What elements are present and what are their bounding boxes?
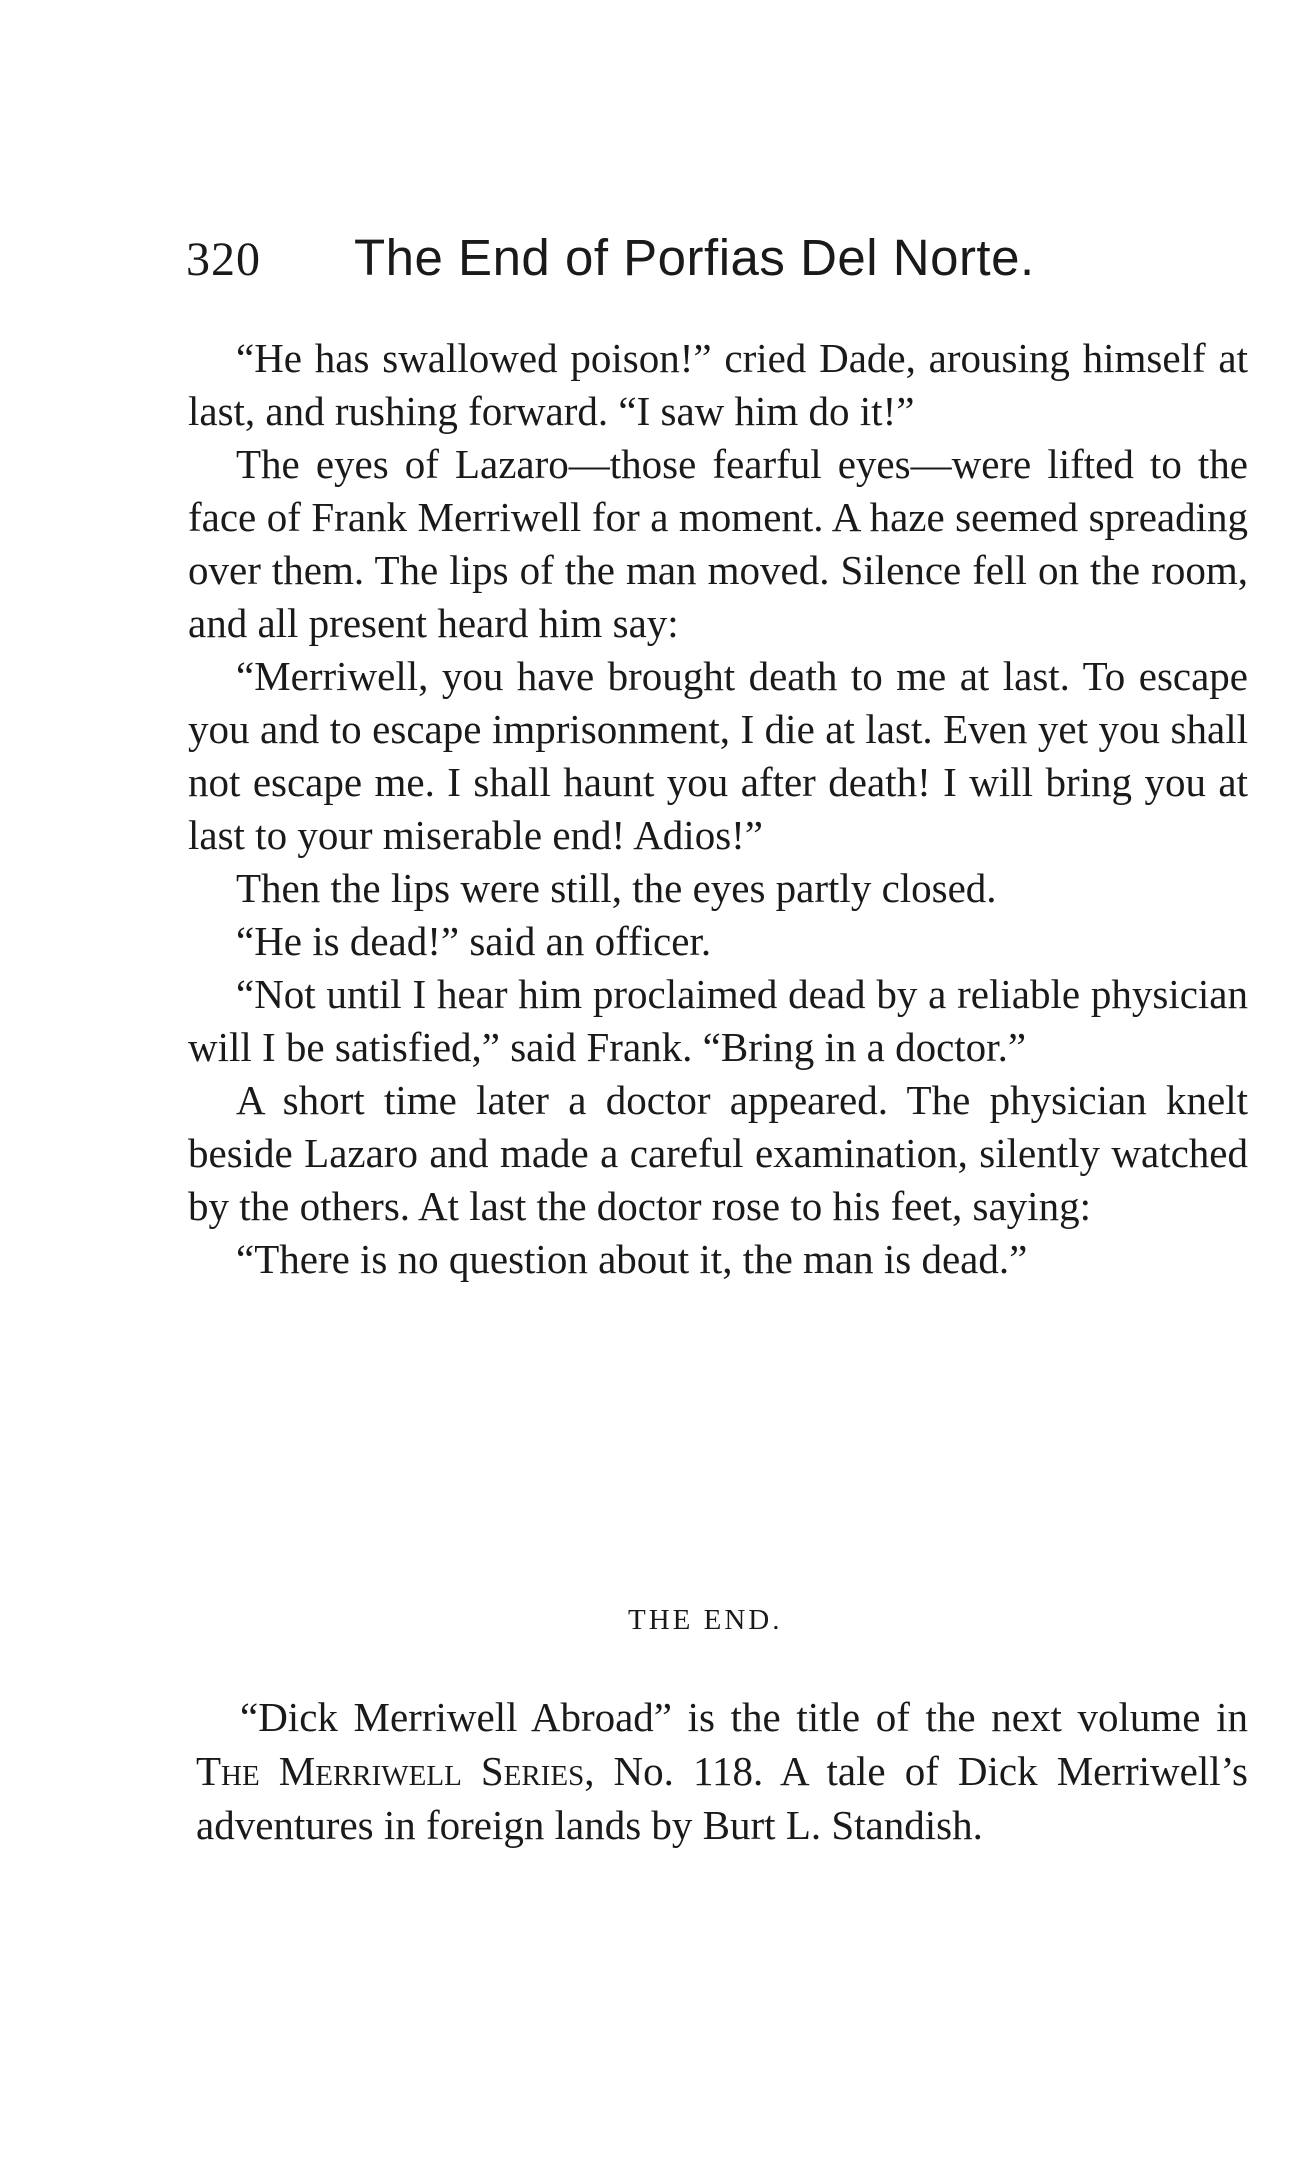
page-number: 320 [186,233,261,286]
next-volume-notice [196,1690,1248,1852]
paragraph-lazaro-speech: “Merriwell, you have brought death to me at last. To escape you and to escape imprisonment, I die at last. Even yet you shall not escape me. I shall haunt you after death! I will bring you at last to your miserable end! Adios!” [188,653,1248,858]
chapter-text [188,332,1248,1286]
notice-text-before: “Dick Merriwell Abroad” is the title of the next volume in [240,1694,1248,1740]
paragraph-dade-cry: “He has swallowed poison!” cried Dade, arousing himself at last, and rushing forward. “I saw him do it!” [188,335,1248,434]
page-header [186,228,1186,288]
the-end-marker: THE END. [628,1604,783,1636]
paragraph-doctor-exam: A short time later a doctor appeared. The physician knelt beside Lazaro and made a careful examination, silently watched by the others. At last the doctor rose to his feet, saying: [188,1077,1248,1229]
paragraph-frank-reply: “Not until I hear him proclaimed dead by a reliable physician will I be satisfied,” said Frank. “Bring in a doctor.” [188,971,1248,1070]
paragraph-doctor-verdict: “There is no question about it, the man is dead.” [236,1236,1028,1282]
paragraph-lazaro-eyes: The eyes of Lazaro—those fearful eyes—were lifted to the face of Frank Merriwell for a moment. A haze seemed spreading over them. The lips of the man moved. Silence fell on the room, and all present heard him say: [188,441,1248,646]
running-title: The End of Porfias Del Norte. [354,229,1035,286]
series-name: The Merriwell Series [196,1748,585,1794]
notice-paragraph [196,1690,1248,1852]
paragraph-lips-still: Then the lips were still, the eyes partly closed. [236,865,997,911]
notice-text-after: , No. 118. A tale of Dick Merriwell’s adventures in foreign lands by Burt L. Standish. [196,1748,1248,1848]
paragraph-officer: “He is dead!” said an officer. [236,918,712,964]
